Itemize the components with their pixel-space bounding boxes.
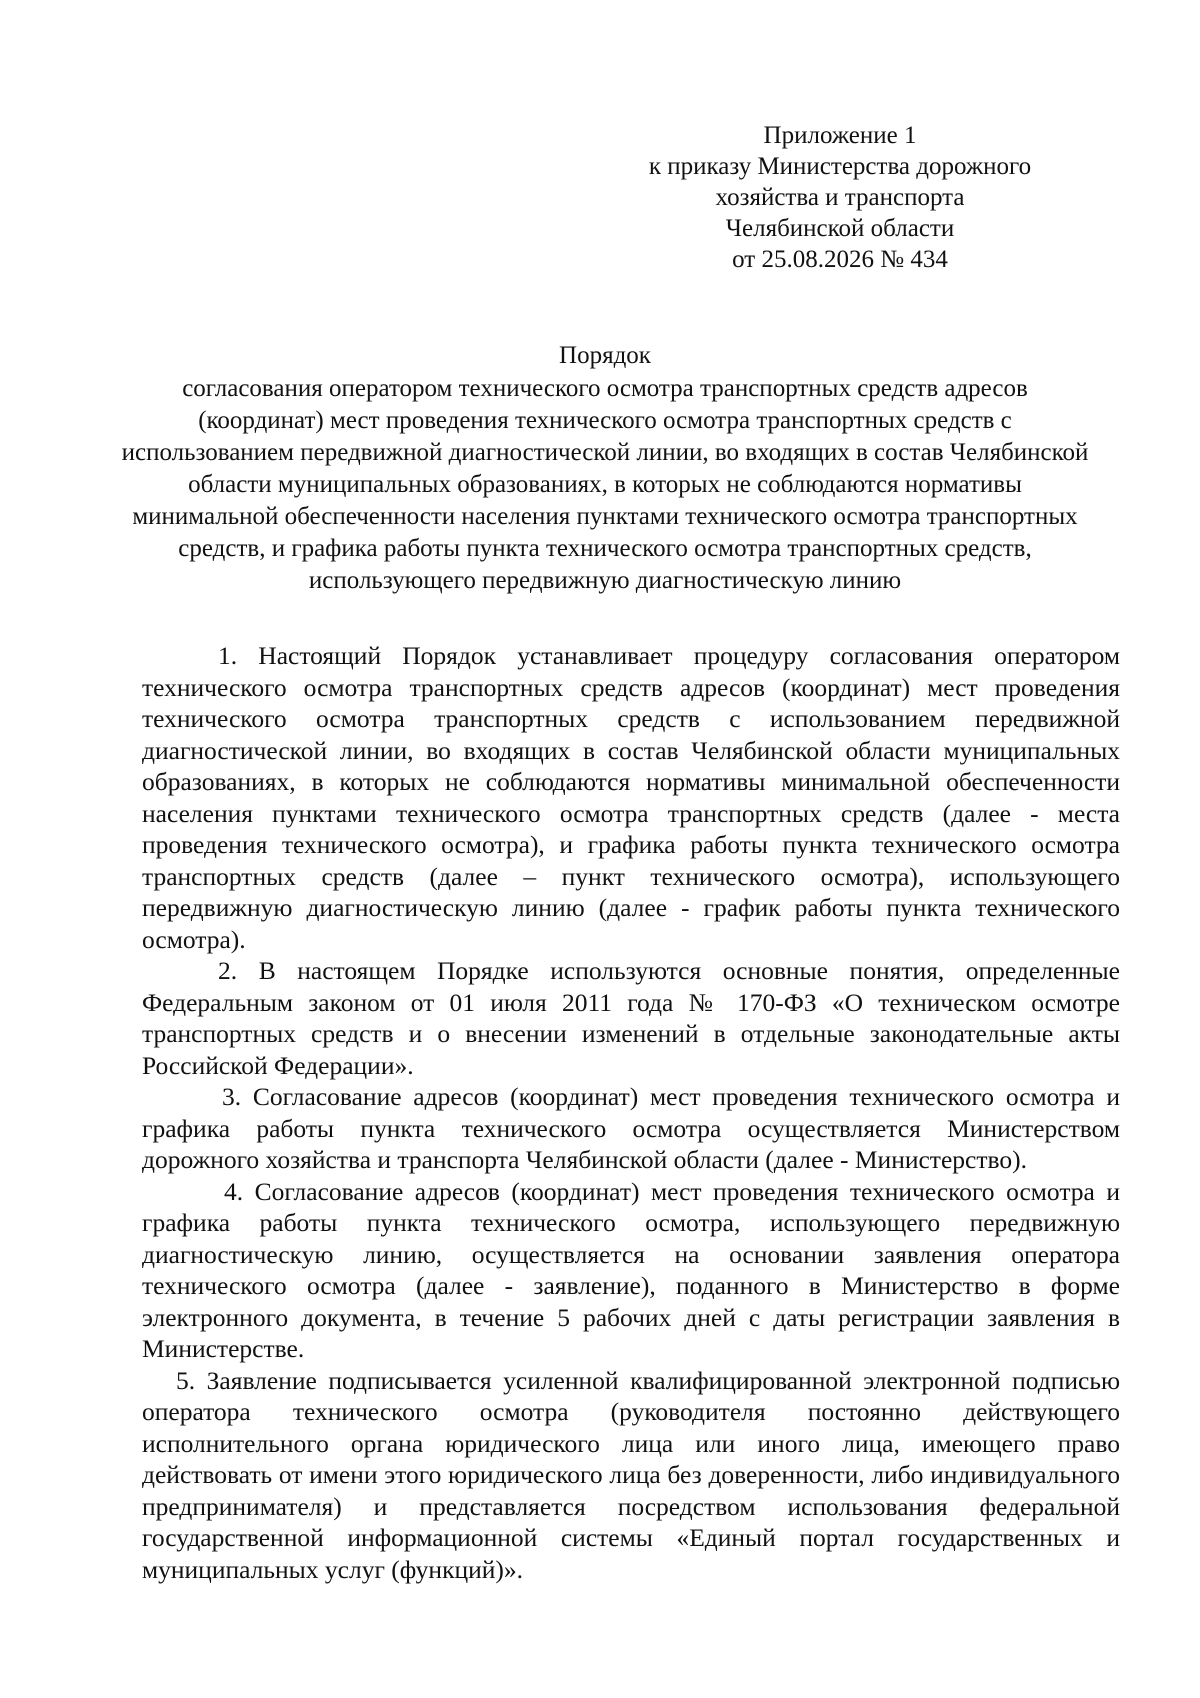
document-body	[142, 640, 1120, 1585]
appendix-order-ref: к приказу Министерства дорожного	[648, 153, 1032, 180]
appendix-ministry: хозяйства и транспорта	[715, 184, 965, 211]
appendix-region: Челябинской области	[725, 215, 955, 242]
paragraph-3: 3. Согласование адресов (координат) мест проведения технического осмотра и графика работы пункта технического осмотра осуществляется Министерством дорожного хозяйства и транспорта Челябинской области (далее - Министерство).	[142, 1082, 1120, 1174]
appendix-date-number: от 25.08.2026 № 434	[732, 246, 948, 273]
paragraph-4: 4. Согласование адресов (координат) мест проведения технического осмотра и графика работы пункта технического осмотра, использующего передвижную диагностическую линию, осуществляется на основании заявления оператора технического осмотра (далее - заявление), поданного в Министерство в форме электронного документа, в течение 5 рабочих дней с даты регистрации заявления в Министерстве.	[142, 1176, 1120, 1363]
document-title-block	[120, 340, 1090, 597]
document-heading: Порядок	[559, 342, 651, 369]
paragraph-2: 2. В настоящем Порядке используются основные понятия, определенные Федеральным законом от 01 июля 2011 года № 170-ФЗ «О техническом осмотре транспортных средств и о внесении изменений в отдельные законодательные акты Российской Федерации».	[142, 956, 1120, 1080]
paragraph-1: 1. Настоящий Порядок устанавливает процедуру согласования оператором технического осмотра транспортных средств адресов (координат) мест проведения технического осмотра транспортных средств с использованием передвижной диагностической линии, во входящих в состав Челябинской области муниципальных образованиях, в которых не соблюдаются нормативы минимальной обеспеченности населения пунктами технического осмотра транспортных средств (далее - места проведения технического осмотра), и графика работы пункта технического осмотра транспортных средств (далее – пункт технического осмотра), использующего передвижную диагностическую линию (далее - график работы пункта технического осмотра).	[142, 641, 1120, 954]
appendix-number: Приложение 1	[763, 122, 917, 149]
document-subtitle: согласования оператором технического осмотра транспортных средств адресов (координат) мест проведения технического осмотра транспортных средств с использованием передвижной диагностической линии, во входящих в состав Челябинской области муниципальных образованиях, в которых не соблюдаются нормативы минимальной обеспеченности населения пунктами технического осмотра транспортных средств, и графика работы пункта технического осмотра транспортных средств, использующего передвижную диагностическую линию	[121, 375, 1089, 594]
paragraph-5: 5. Заявление подписывается усиленной квалифицированной электронной подписью оператора технического осмотра (руководителя постоянно действующего исполнительного органа юридического лица или иного лица, имеющего право действовать от имени этого юридического лица без доверенности, либо индивидуального предпринимателя) и представляется посредством использования федеральной государственной информационной системы «Единый портал государственных и муниципальных услуг (функций)».	[142, 1365, 1120, 1584]
appendix-block	[600, 120, 1080, 275]
